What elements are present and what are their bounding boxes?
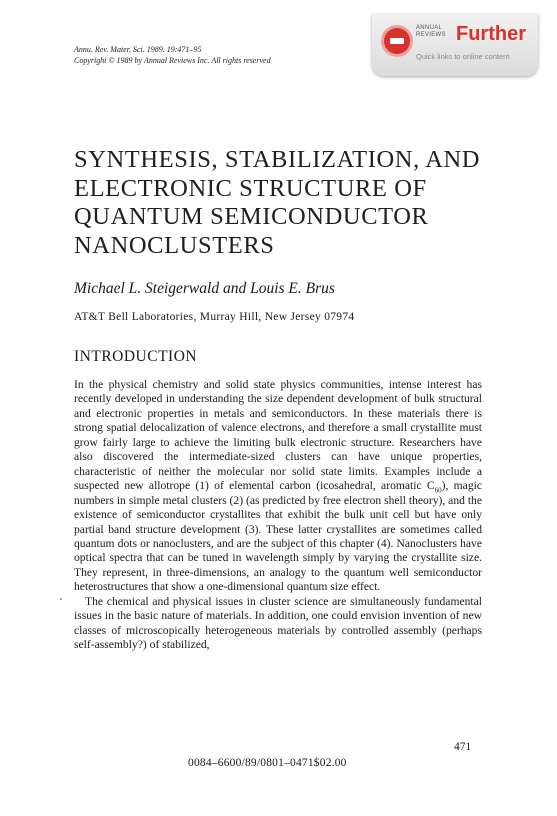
paragraph-1-text-a: In the physical chemistry and solid state physics communities, intense interest has recently developed in understanding the size dependent development of bulk structural and electronic properties in metals and semiconductors. In these materials there is strong spatial delocalization of valence electrons, and therefore a small crystallite must grow fairly large to achieve the limiting bulk electronic structure. Researchers have also discovered the intermediate-sized clusters can have unique properties, characteristic of neither the molecular nor solid state limits. Examples include a suspected new allotrope (1) of elemental carbon (icosahedral, aromatic C — [74, 378, 482, 493]
margin-mark — [60, 598, 62, 600]
article-price-code: 0084–6600/89/0801–0471$02.00 — [188, 757, 347, 769]
paragraph-1-text-b: ), magic numbers in simple metal clusters (2) (as predicted by free electron shell theory), and the existence of semiconductor crystallites that exhibit the bulk unit cell but have only partial band structure development (3). These latter crystallites are sometimes called quantum dots or nanoclusters, and are the subject of this chapter (4). Nanoclusters have optical spectra that can be tuned in wavelength simply by varying the crystallite size. They represent, in three-dimensions, an analogy to the quantum well semiconductor heterostructures that show a one-dimensional quantum size effect. — [74, 479, 482, 594]
copyright-notice: Copyright © 1989 by Annual Reviews Inc. All rights reserved — [74, 56, 271, 65]
banner-quick-links-label: Quick links to online content — [416, 52, 510, 61]
paragraph-1 — [74, 378, 482, 595]
banner-publisher-label: ANNUAL REVIEWS — [416, 25, 446, 38]
article-title: SYNTHESIS, STABILIZATION, AND ELECTRONIC STRUCTURE OF QUANTUM SEMICONDUCTOR NANOCLUSTERS — [74, 146, 481, 259]
c60-subscript: 60 — [434, 486, 442, 495]
paragraph-2: The chemical and physical issues in cluster science are simultaneously fundamental issues in the basic nature of materials. In addition, one could envision invention of new classes of microscopically heterogeneous materials by controlled assembly (perhaps self-assembly?) of stabilized, — [74, 594, 482, 652]
further-links-banner[interactable] — [372, 14, 538, 76]
author-affiliation: AT&T Bell Laboratories, Murray Hill, New Jersey 07974 — [74, 311, 355, 323]
article-body — [74, 378, 482, 653]
page-number: 471 — [454, 741, 472, 753]
banner-further-label: Further — [456, 23, 526, 45]
article-authors: Michael L. Steigerwald and Louis E. Brus — [74, 280, 335, 297]
annual-reviews-logo-icon — [384, 28, 410, 54]
journal-citation: Annu. Rev. Mater. Sci. 1989. 19:471–95 — [74, 45, 202, 54]
section-heading-introduction: INTRODUCTION — [74, 348, 198, 365]
